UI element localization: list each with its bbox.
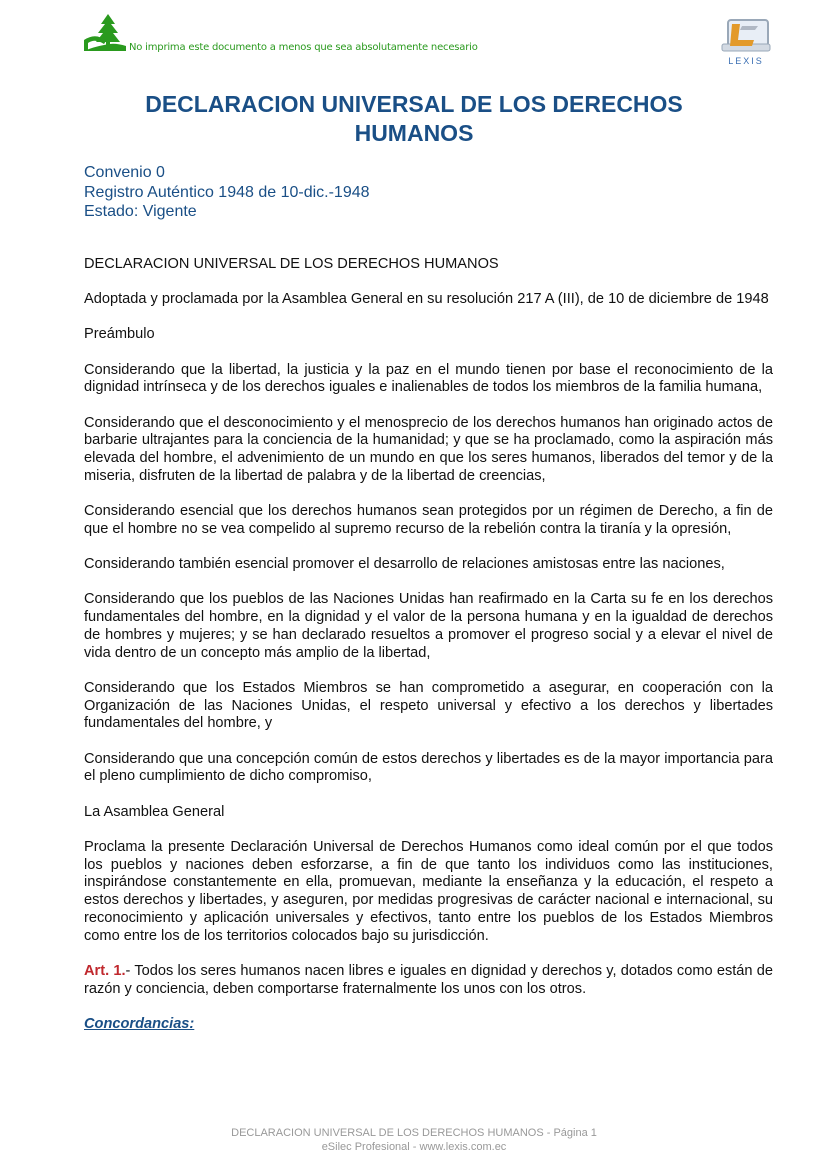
body-heading: DECLARACION UNIVERSAL DE LOS DERECHOS HUMANOS [84, 256, 499, 272]
footer-line-source: eSilec Profesional - www.lexis.com.ec [321, 1141, 507, 1153]
footer-line-title: DECLARACION UNIVERSAL DE LOS DERECHOS HUMANOS - Página 1 [231, 1127, 597, 1139]
concordancias-link[interactable]: Concordancias: [84, 1015, 195, 1032]
article-1-text: - Todos los seres humanos nacen libres e iguales en dignidad y derechos y, dotados como están de razón y conciencia, deben comportarse fraternalmente los unos con los otros. [84, 963, 773, 997]
considerando-paragraph: Considerando que el desconocimiento y el menosprecio de los derechos humanos han originado actos de barbarie ultrajantes para la conciencia de la humanidad; y que se ha proclamado, como la aspiración más elevada del hombre, el advenimiento de un mundo en que los seres humanos, liberados del temor y de la miseria, disfruten de la libertad de palabra y de la libertad de creencias, [84, 414, 773, 484]
considerando-paragraph: Considerando que los pueblos de las Naciones Unidas han reafirmado en la Carta su fe en los derechos fundamentales del hombre, en la dignidad y el valor de la persona humana y en la igualdad de derechos de hombres y mujeres; y se han declarado resueltos a promover el progreso social y a elevar el nivel de vida dentro de un concepto más amplio de la libertad, [84, 591, 773, 661]
lexis-brand-text: LEXIS [728, 56, 764, 66]
document-title: DECLARACION UNIVERSAL DE LOS DERECHOS HUMANOS [145, 91, 683, 146]
considerando-paragraph: Considerando que la libertad, la justicia y la paz en el mundo tienen por base el reconocimiento de la dignidad intrínseca y de los derechos iguales e inalienables de todos los miembros de la familia humana, [84, 361, 773, 396]
preamble-label: Preámbulo [84, 326, 155, 343]
eco-tree-icon [84, 13, 126, 53]
article-1 [84, 963, 773, 999]
page-footer [0, 1126, 828, 1154]
considerando-paragraph: Considerando que los Estados Miembros se han comprometido a asegurar, en cooperación con la Organización de las Naciones Unidas, el respeto universal y efectivo a los derechos y libertades fundamentales del hombre, y [84, 679, 773, 732]
eco-notice: No imprima este documento a menos que sea absolutamente necesario [129, 42, 478, 53]
document-metadata [84, 163, 370, 222]
registro-line: Registro Auténtico 1948 de 10-dic.-1948 [84, 183, 370, 201]
considerando-paragraph: Considerando que una concepción común de estos derechos y libertades es de la mayor importancia para el pleno cumplimiento de dicho compromiso, [84, 750, 773, 785]
assembly-label: La Asamblea General [84, 803, 225, 820]
adoption-paragraph: Adoptada y proclamada por la Asamblea General en su resolución 217 A (III), de 10 de diciembre de 1948 [84, 291, 769, 308]
considerando-paragraph: Considerando también esencial promover el desarrollo de relaciones amistosas entre las naciones, [84, 556, 725, 573]
lexis-logo [718, 18, 774, 66]
convenio-line: Convenio 0 [84, 164, 165, 181]
proclamation-paragraph: Proclama la presente Declaración Universal de Derechos Humanos como ideal común por el que todos los pueblos y naciones deben esforzarse, a fin de que tanto los individuos como las instituciones, inspirándose constantemente en ella, promuevan, mediante la enseñanza y la educación, el respeto a estos derechos y libertades, y aseguren, por medidas progresivas de carácter nacional e internacional, su reconocimiento y aplicación universales y efectivos, tanto entre los pueblos de los Estados Miembros como entre los de los territorios colocados bajo su jurisdicción. [84, 838, 773, 944]
header-bar [84, 13, 774, 66]
considerando-paragraph: Considerando esencial que los derechos humanos sean protegidos por un régimen de Derecho, a fin de que el hombre no se vea compelido al supremo recurso de la rebelión contra la tiranía y la opresión, [84, 503, 773, 537]
article-1-label: Art. 1. [84, 963, 126, 979]
estado-line: Estado: Vigente [84, 203, 197, 220]
document-body [84, 256, 773, 1051]
lexis-emblem-icon [718, 18, 774, 56]
